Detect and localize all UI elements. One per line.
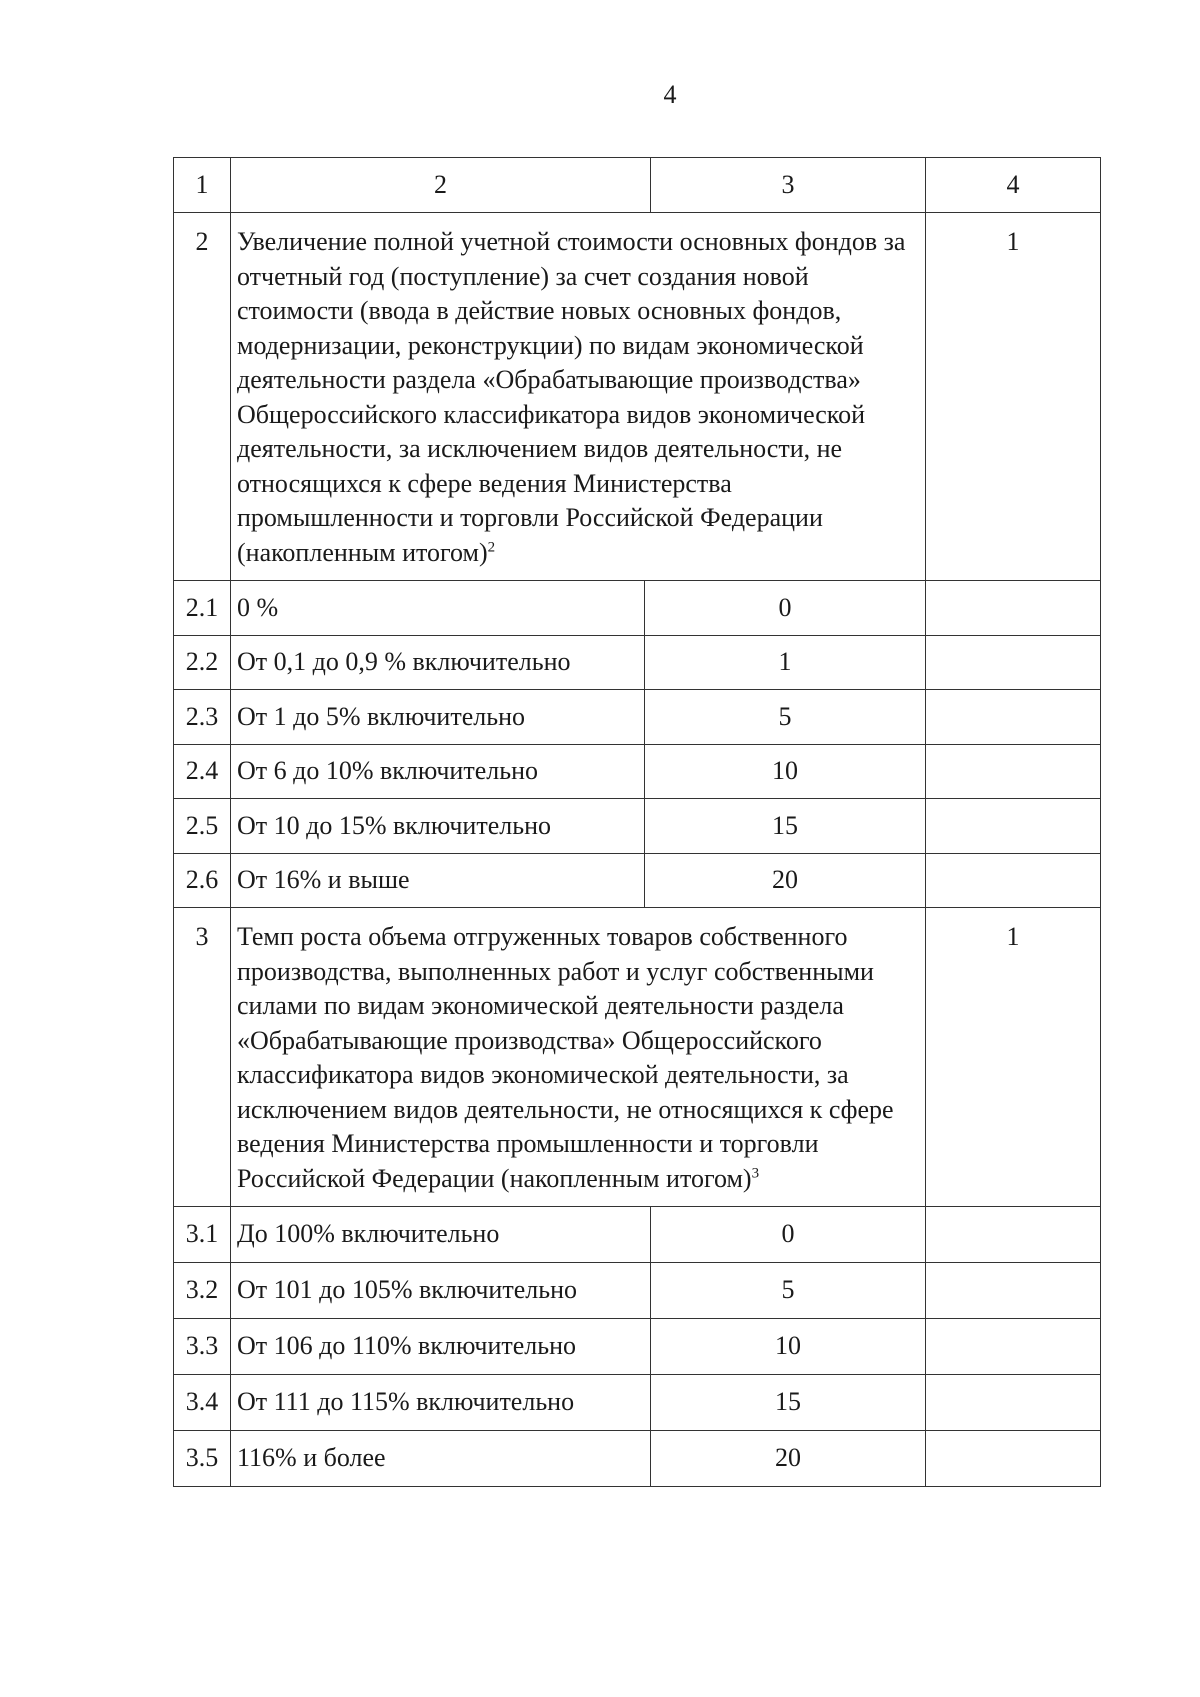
row-score: 1 (645, 635, 926, 690)
table-row (174, 1319, 1101, 1375)
row-score: 5 (651, 1263, 926, 1319)
table-row (174, 744, 1101, 799)
group-number: 2 (174, 213, 231, 581)
table-row-group-2 (174, 213, 1101, 581)
row-criterion: От 10 до 15% включительно (231, 799, 645, 854)
row-criterion: 116% и более (231, 1431, 651, 1487)
group-description (231, 908, 926, 1207)
row-number: 3.5 (174, 1431, 231, 1487)
row-number: 3.1 (174, 1207, 231, 1263)
table-row (174, 1207, 1101, 1263)
table-header-row (174, 158, 1101, 213)
row-number: 2.3 (174, 690, 231, 745)
row-score: 15 (651, 1375, 926, 1431)
row-number: 2.6 (174, 853, 231, 908)
row-empty-cell (926, 1263, 1101, 1319)
table-row (174, 635, 1101, 690)
row-number: 2.4 (174, 744, 231, 799)
row-score: 20 (651, 1431, 926, 1487)
group-description (231, 213, 926, 581)
header-col-4: 4 (926, 158, 1101, 213)
table-row (174, 853, 1101, 908)
header-col-1: 1 (174, 158, 231, 213)
row-criterion: От 0,1 до 0,9 % включительно (231, 635, 645, 690)
header-col-3: 3 (651, 158, 926, 213)
row-criterion: 0 % (231, 581, 645, 636)
table-row (174, 799, 1101, 854)
row-number: 3.3 (174, 1319, 231, 1375)
group-description-text: Темп роста объема отгруженных товаров собственного производства, выполненных работ и услуг собственными силами по видам экономической деятельности раздела «Обрабатывающие производства» Общероссийского классификатора видов экономической деятельности, за исключением видов деятельности, не относящихся к сфере ведения Министерства промышленности и торговли Российской Федерации (накопленным итогом) (237, 922, 894, 1193)
criteria-table (173, 157, 1101, 1487)
row-number: 3.4 (174, 1375, 231, 1431)
row-criterion: От 16% и выше (231, 853, 645, 908)
table-row-group-3 (174, 908, 1101, 1207)
group-weight: 1 (926, 908, 1101, 1207)
row-criterion: От 6 до 10% включительно (231, 744, 645, 799)
header-col-2: 2 (231, 158, 651, 213)
table-row (174, 1431, 1101, 1487)
row-empty-cell (926, 853, 1101, 908)
row-criterion: От 106 до 110% включительно (231, 1319, 651, 1375)
row-score: 0 (645, 581, 926, 636)
footnote-marker: 3 (751, 1164, 760, 1181)
row-criterion: От 101 до 105% включительно (231, 1263, 651, 1319)
row-number: 3.2 (174, 1263, 231, 1319)
row-empty-cell (926, 799, 1101, 854)
group-weight: 1 (926, 213, 1101, 581)
table-row (174, 1263, 1101, 1319)
footnote-marker: 2 (487, 538, 496, 555)
row-number: 2.1 (174, 581, 231, 636)
row-number: 2.5 (174, 799, 231, 854)
row-criterion: От 111 до 115% включительно (231, 1375, 651, 1431)
page-number: 4 (663, 80, 677, 109)
row-criterion: От 1 до 5% включительно (231, 690, 645, 745)
row-score: 10 (651, 1319, 926, 1375)
row-score: 0 (651, 1207, 926, 1263)
row-empty-cell (926, 744, 1101, 799)
row-score: 5 (645, 690, 926, 745)
row-empty-cell (926, 581, 1101, 636)
row-criterion: До 100% включительно (231, 1207, 651, 1263)
row-empty-cell (926, 1375, 1101, 1431)
table-row (174, 690, 1101, 745)
row-empty-cell (926, 1207, 1101, 1263)
row-score: 20 (645, 853, 926, 908)
row-number: 2.2 (174, 635, 231, 690)
row-score: 10 (645, 744, 926, 799)
row-score: 15 (645, 799, 926, 854)
group-number: 3 (174, 908, 231, 1207)
row-empty-cell (926, 635, 1101, 690)
table-row (174, 1375, 1101, 1431)
table-row (174, 581, 1101, 636)
row-empty-cell (926, 1431, 1101, 1487)
group-description-text: Увеличение полной учетной стоимости основных фондов за отчетный год (поступление) за счет создания новой стоимости (ввода в действие новых основных фондов, модернизации, реконструкции) по видам экономической деятельности раздела «Обрабатывающие производства» Общероссийского классификатора видов экономической деятельности, за исключением видов деятельности, не относящихся к сфере ведения Министерства промышленности и торговли Российской Федерации (накопленным итогом) (237, 227, 906, 567)
row-empty-cell (926, 690, 1101, 745)
row-empty-cell (926, 1319, 1101, 1375)
